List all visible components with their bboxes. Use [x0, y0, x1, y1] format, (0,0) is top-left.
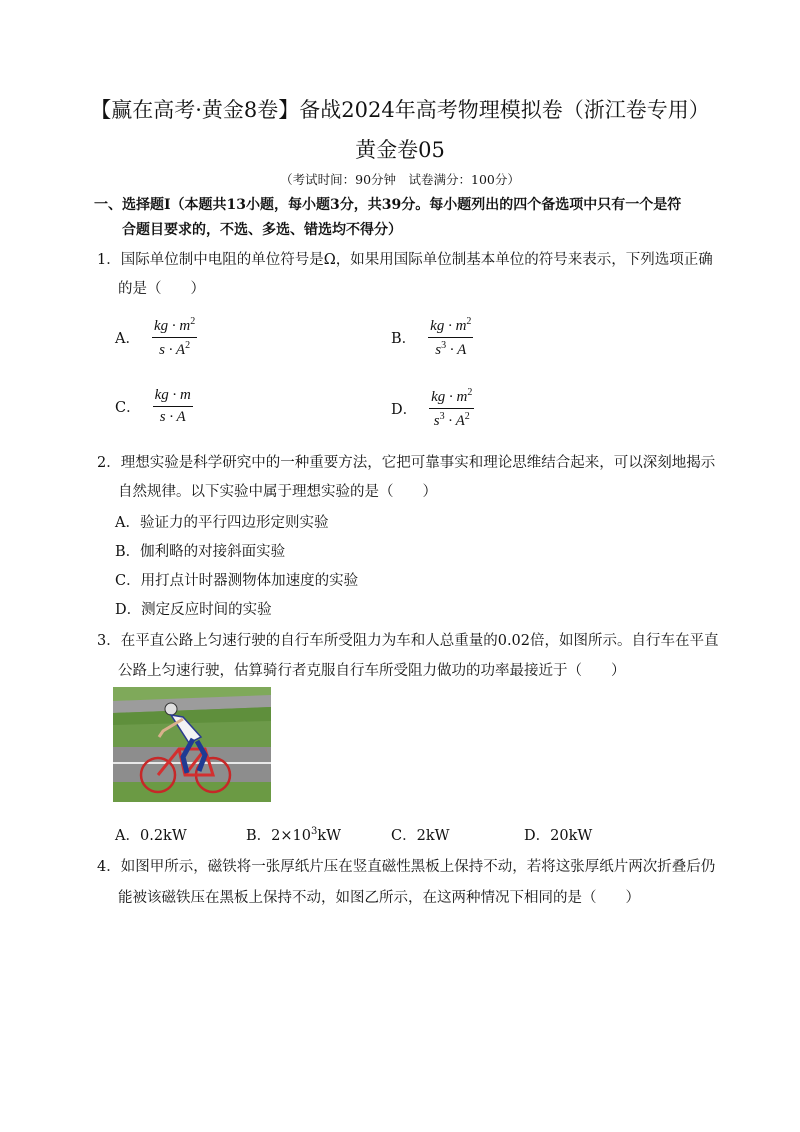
fraction	[153, 387, 193, 426]
fraction	[428, 316, 473, 359]
option-text: 2kW	[416, 828, 450, 844]
denominator-exponent: 3	[441, 340, 447, 351]
question-3-option-d	[524, 824, 592, 845]
fraction-denominator: s	[433, 413, 440, 429]
question-4-stem: 4．如图甲所示，磁铁将一张厚纸片压在竖直磁性黑板上保持不动，若将这张厚纸片两次折叠后仍	[97, 859, 716, 875]
question-2-option-c: C．用打点计时器测物体加速度的实验	[115, 573, 359, 589]
question-2-stem: 2．理想实验是科学研究中的一种重要方法，它把可靠事实和理论思维结合起来，可以深刻地揭示	[97, 455, 716, 471]
option-label: A．	[115, 331, 140, 347]
denominator-exponent: 3	[439, 411, 445, 422]
question-2-option-d: D．测定反应时间的实验	[115, 602, 272, 618]
exam-subtitle: 黄金卷05	[355, 138, 445, 162]
question-3-stem: 3．在平直公路上匀速行驶的自行车所受阻力为车和人总重量的0.02倍，如图所示。自行车在平直	[97, 633, 719, 649]
fraction	[152, 316, 197, 359]
option-label: B．	[246, 828, 272, 844]
question-2-option-a: A．验证力的平行四边形定则实验	[115, 515, 329, 531]
question-3-option-c	[391, 824, 450, 845]
option-text: 2×10	[271, 828, 311, 844]
question-4-stem-cont: 能被该磁铁压在黑板上保持不动，如图乙所示，在这两种情况下相同的是（ ）	[118, 890, 640, 906]
option-exponent: 3	[310, 826, 318, 838]
numerator-exponent: 2	[467, 387, 473, 398]
section-heading-cont: 合题目要求的，不选、多选、错选均不得分）	[122, 222, 402, 238]
fraction	[429, 387, 474, 430]
question-1-stem-cont: 的是（ ）	[118, 281, 205, 297]
option-unit: kW	[317, 828, 342, 844]
option-label: D．	[524, 828, 551, 844]
option-label: C．	[391, 828, 417, 844]
fraction-denominator: s · A	[159, 409, 186, 425]
section-heading: 一、选择题Ⅰ（本题共13小题，每小题3分，共39分。每小题列出的四个备选项中只有一个是符	[94, 197, 682, 213]
question-1-option-a	[115, 316, 197, 359]
denominator-exponent: 2	[185, 340, 191, 351]
option-text: 20kW	[550, 828, 593, 844]
option-label: B．	[391, 331, 417, 347]
cyclist-photo	[113, 687, 271, 802]
numerator-exponent: 2	[466, 316, 472, 327]
question-2-stem-cont: 自然规律。以下实验中属于理想实验的是（ ）	[118, 484, 437, 500]
exam-title: 【赢在高考·黄金8卷】备战2024年高考物理模拟卷（浙江卷专用）	[90, 98, 710, 122]
denominator-tail-exponent: 2	[464, 411, 470, 422]
fraction-numerator: kg · m	[153, 318, 191, 334]
numerator-exponent: 2	[190, 316, 196, 327]
question-2-option-b: B．伽利略的对接斜面实验	[115, 544, 286, 560]
fraction-denominator: s	[435, 342, 442, 358]
fraction-numerator: kg · m	[430, 318, 467, 334]
option-label: C．	[115, 400, 141, 416]
fraction-denominator: s · A	[159, 342, 186, 358]
exam-info: （考试时间：90分钟 试卷满分：100分）	[280, 172, 520, 187]
question-1-option-c	[115, 387, 193, 426]
fraction-numerator: kg · m	[154, 387, 191, 403]
question-1-option-d	[391, 387, 474, 430]
question-1-stem: 1．国际单位制中电阻的单位符号是Ω，如果用国际单位制基本单位的符号来表示，下列选项正确	[97, 252, 713, 268]
fraction-numerator: kg · m	[431, 389, 468, 405]
question-3-option-b	[246, 824, 341, 845]
question-1-option-b	[391, 316, 473, 359]
denominator-tail: · A	[446, 342, 467, 358]
option-label: D．	[391, 402, 418, 418]
denominator-tail: · A	[444, 413, 465, 429]
question-3-stem-cont: 公路上匀速行驶，估算骑行者克服自行车所受阻力做功的功率最接近于（ ）	[118, 663, 626, 679]
option-text: 0.2kW	[139, 828, 187, 844]
question-3-option-a	[115, 824, 187, 845]
option-label: A．	[115, 828, 140, 844]
